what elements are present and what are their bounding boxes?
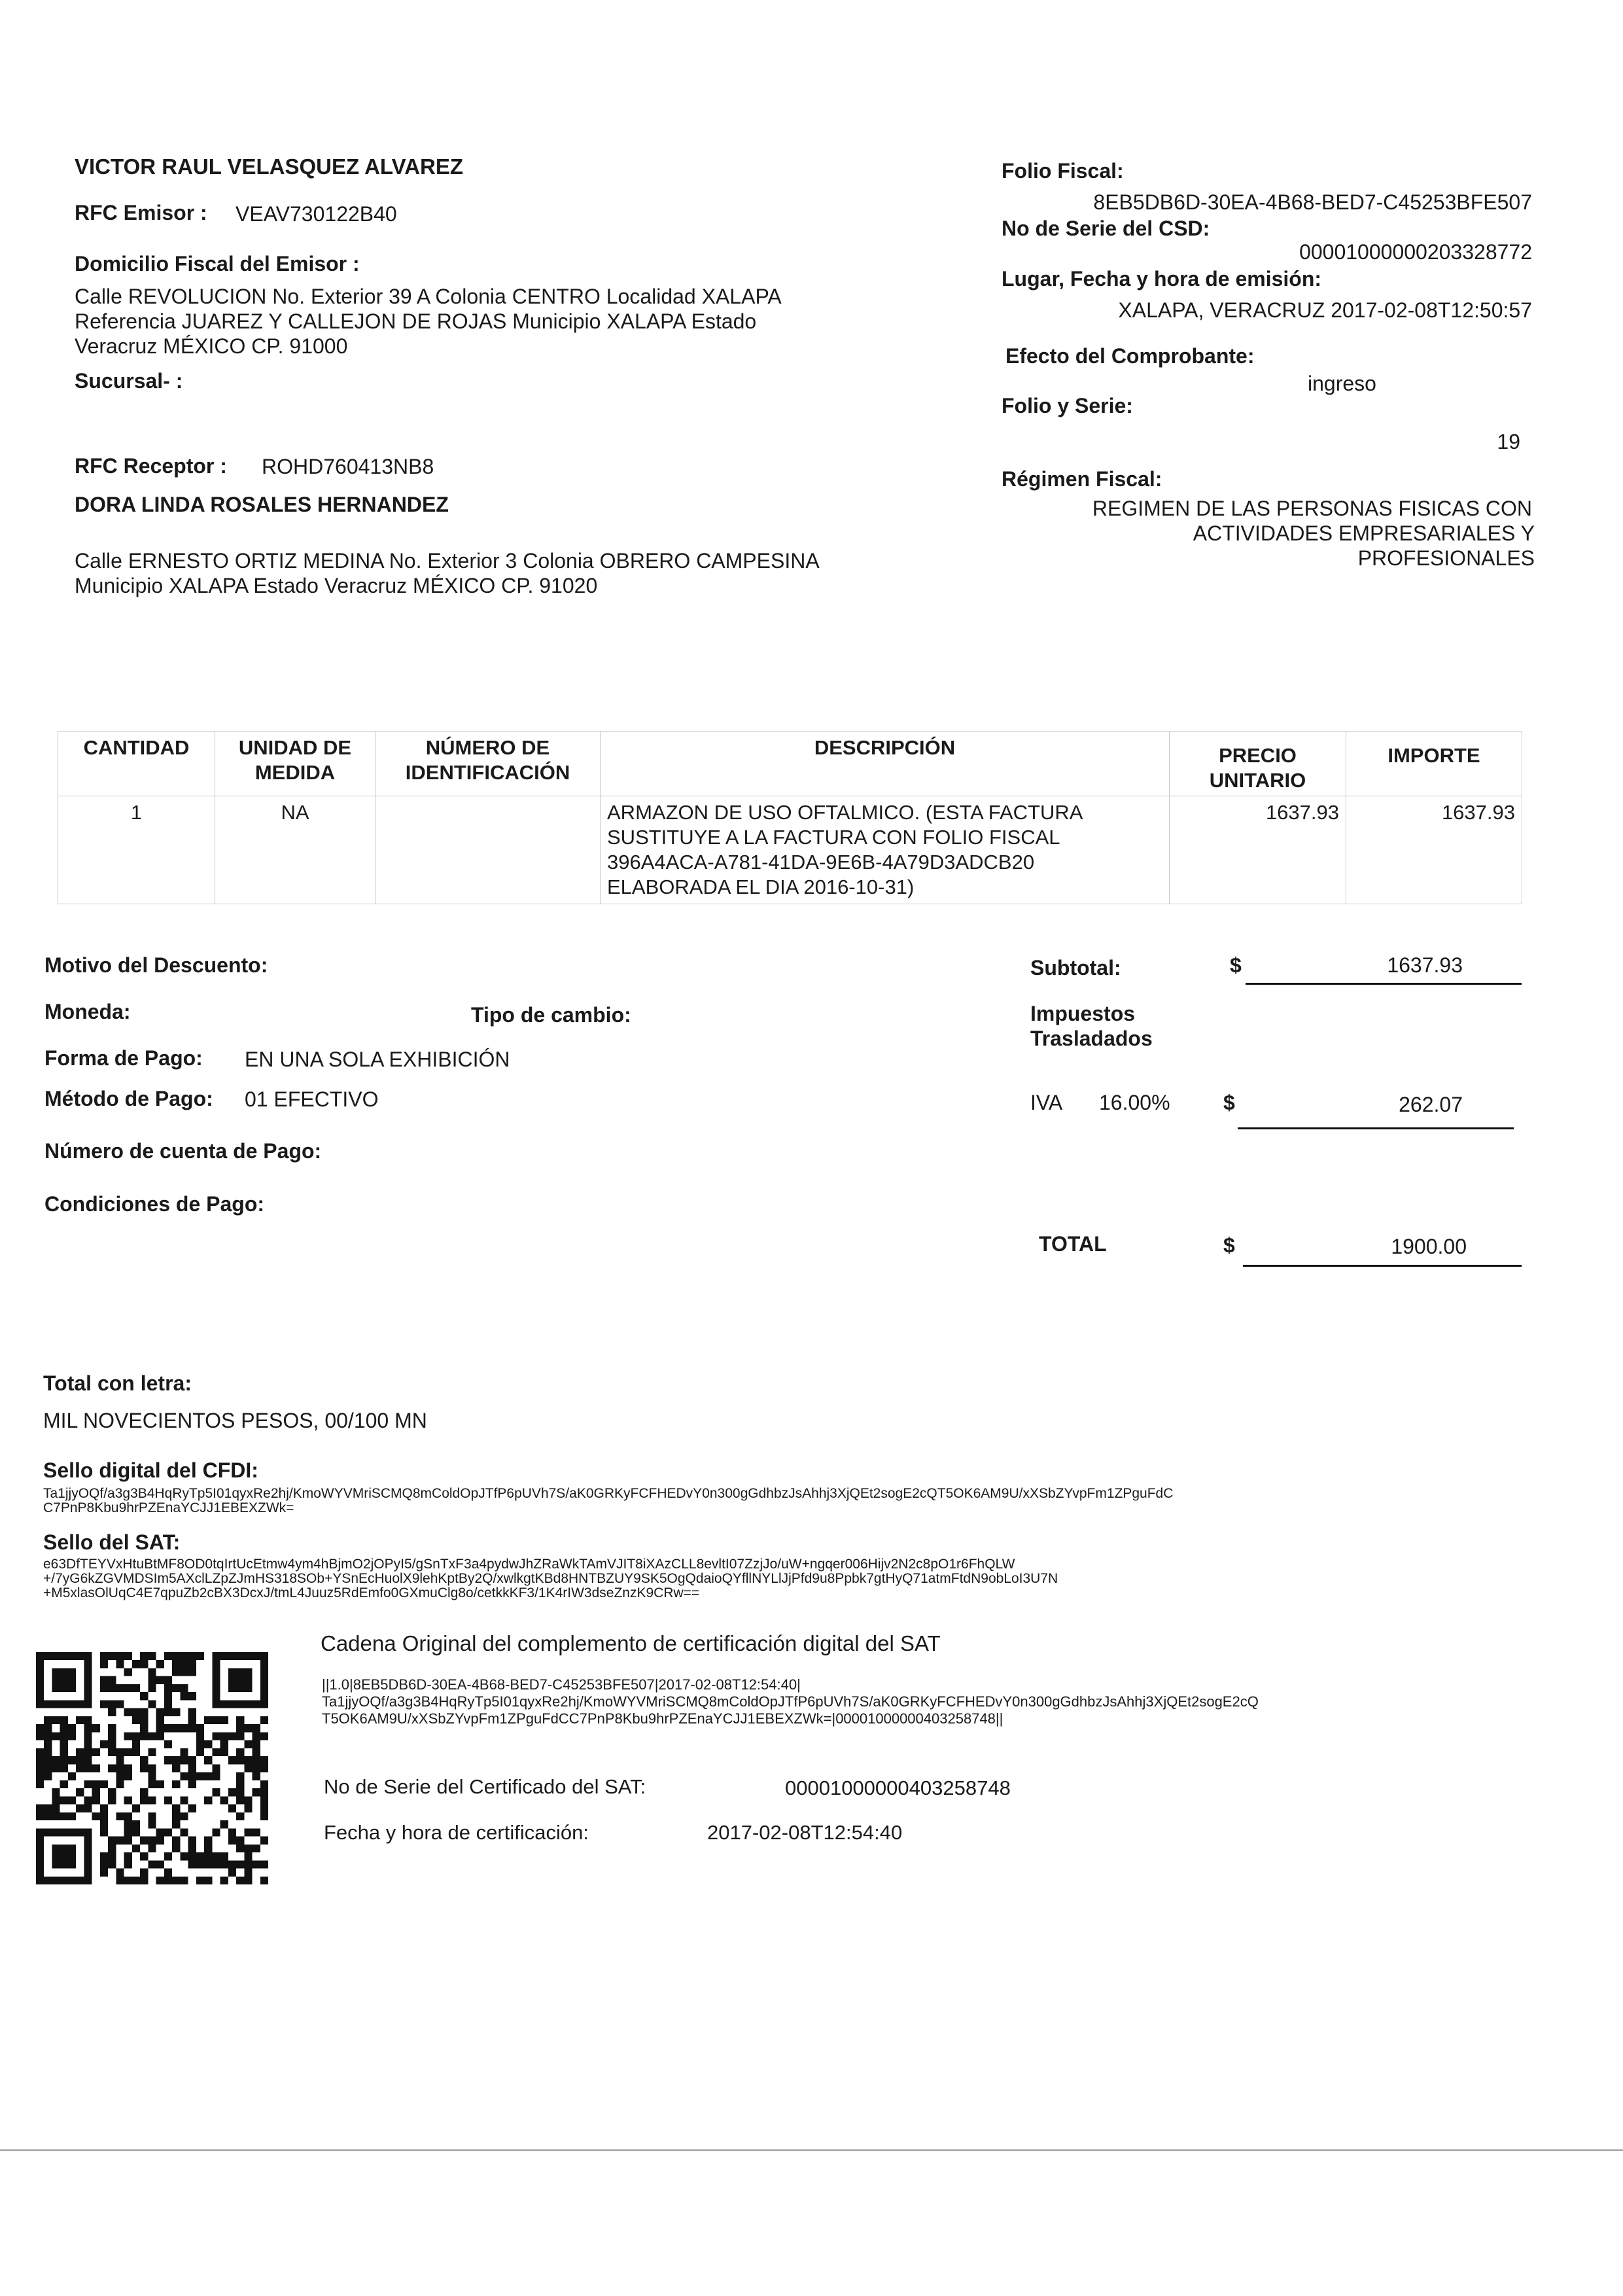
- sello-cfdi-label: Sello digital del CFDI:: [43, 1458, 258, 1482]
- rfc-receptor-value: ROHD760413NB8: [262, 455, 434, 478]
- regimen-fiscal-line2: ACTIVIDADES EMPRESARIALES Y: [1193, 521, 1535, 545]
- header-importe: IMPORTE: [1346, 732, 1522, 796]
- folio-serie-label: Folio y Serie:: [1002, 394, 1133, 417]
- header-descripcion: DESCRIPCIÓN: [601, 732, 1170, 796]
- iva-value: 262.07: [1399, 1093, 1463, 1116]
- total-value: 1900.00: [1391, 1235, 1467, 1258]
- sello-cfdi-line2: C7PnP8Kbu9hrPZEnaYCJJ1EBEXZWk=: [43, 1500, 294, 1515]
- cell-unidad: NA: [215, 796, 375, 904]
- total-currency: $: [1223, 1233, 1235, 1257]
- impuestos-label-line2: Trasladados: [1030, 1027, 1153, 1050]
- rfc-receptor-label: RFC Receptor :: [75, 454, 227, 478]
- table-row: [58, 796, 1522, 904]
- iva-label: IVA: [1030, 1091, 1063, 1114]
- total-underline: [1243, 1265, 1522, 1267]
- forma-pago-value: EN UNA SOLA EXHIBICIÓN: [245, 1048, 510, 1071]
- domicilio-emisor-label: Domicilio Fiscal del Emisor :: [75, 252, 360, 275]
- rfc-emisor-label: RFC Emisor :: [75, 201, 207, 224]
- domicilio-emisor-line3: Veracruz MÉXICO CP. 91000: [75, 334, 348, 358]
- header-numero: NÚMERO DE IDENTIFICACIÓN: [375, 732, 601, 796]
- forma-pago-label: Forma de Pago:: [44, 1046, 203, 1070]
- domicilio-emisor-line1: Calle REVOLUCION No. Exterior 39 A Colonia CENTRO Localidad XALAPA: [75, 285, 782, 308]
- cell-importe: 1637.93: [1346, 796, 1522, 904]
- fecha-cert-value: 2017-02-08T12:54:40: [707, 1821, 903, 1844]
- cadena-original-line1: ||1.0|8EB5DB6D-30EA-4B68-BED7-C45253BFE507|2017-02-08T12:54:40|: [322, 1676, 801, 1693]
- cadena-original-line3: T5OK6AM9U/xXSbZYvpFm1ZPguFdCC7PnP8Kbu9hrPZEnaYCJJ1EBEXZWk=|00001000000403258748||: [322, 1710, 1003, 1727]
- page-edge-line: [0, 2149, 1623, 2151]
- regimen-fiscal-label: Régimen Fiscal:: [1002, 467, 1162, 491]
- serie-csd-label: No de Serie del CSD:: [1002, 217, 1210, 240]
- header-cantidad: CANTIDAD: [58, 732, 215, 796]
- tipo-cambio-label: Tipo de cambio:: [471, 1003, 631, 1027]
- serie-csd-value: 00001000000203328772: [1299, 240, 1532, 264]
- subtotal-currency: $: [1230, 953, 1242, 977]
- header-precio: PRECIO UNITARIO: [1170, 732, 1346, 796]
- fecha-cert-label: Fecha y hora de certificación:: [324, 1821, 589, 1844]
- domicilio-receptor-line2: Municipio XALAPA Estado Veracruz MÉXICO CP. 91020: [75, 574, 598, 597]
- emisor-nombre: VICTOR RAUL VELASQUEZ ALVAREZ: [75, 154, 464, 179]
- moneda-label: Moneda:: [44, 1000, 131, 1023]
- subtotal-label: Subtotal:: [1030, 956, 1121, 980]
- lugar-fecha-value: XALAPA, VERACRUZ 2017-02-08T12:50:57: [1118, 298, 1532, 322]
- sucursal-label: Sucursal- :: [75, 369, 183, 393]
- folio-fiscal-value: 8EB5DB6D-30EA-4B68-BED7-C45253BFE507: [1093, 190, 1532, 214]
- iva-underline: [1238, 1127, 1514, 1129]
- total-letra-value: MIL NOVECIENTOS PESOS, 00/100 MN: [43, 1409, 427, 1432]
- lugar-fecha-label: Lugar, Fecha y hora de emisión:: [1002, 267, 1322, 291]
- cert-sat-label: No de Serie del Certificado del SAT:: [324, 1775, 646, 1798]
- domicilio-receptor-line1: Calle ERNESTO ORTIZ MEDINA No. Exterior 3 Colonia OBRERO CAMPESINA: [75, 549, 820, 573]
- regimen-fiscal-line3: PROFESIONALES: [1357, 546, 1535, 570]
- efecto-comprobante-label: Efecto del Comprobante:: [1005, 344, 1255, 368]
- iva-rate: 16.00%: [1099, 1091, 1170, 1114]
- subtotal-underline: [1246, 983, 1522, 985]
- motivo-descuento-label: Motivo del Descuento:: [44, 953, 268, 977]
- cadena-original-title: Cadena Original del complemento de certificación digital del SAT: [321, 1631, 941, 1655]
- subtotal-value: 1637.93: [1387, 953, 1463, 977]
- iva-currency: $: [1223, 1091, 1235, 1114]
- metodo-pago-value: 01 EFECTIVO: [245, 1087, 379, 1111]
- cuenta-pago-label: Número de cuenta de Pago:: [44, 1139, 322, 1163]
- items-table: [58, 731, 1522, 904]
- qr-code-icon: [36, 1652, 268, 1884]
- sello-sat-line3: +M5xlasOlUqC4E7qpuZb2cBX3DcxJ/tmL4Juuz5RdEmfo0GXmuClg8o/cetkkKF3/1K4rIW3dseZnzK9CRw==: [43, 1585, 700, 1600]
- regimen-fiscal-line1: REGIMEN DE LAS PERSONAS FISICAS CON: [1092, 497, 1532, 520]
- total-label: TOTAL: [1039, 1232, 1107, 1256]
- condiciones-pago-label: Condiciones de Pago:: [44, 1192, 265, 1216]
- rfc-emisor-value: VEAV730122B40: [236, 202, 397, 226]
- domicilio-emisor-line2: Referencia JUAREZ Y CALLEJON DE ROJAS Municipio XALAPA Estado: [75, 309, 757, 333]
- folio-fiscal-label: Folio Fiscal:: [1002, 159, 1124, 183]
- table-header-row: [58, 732, 1522, 796]
- sello-cfdi-line1: Ta1jjyOQf/a3g3B4HqRyTp5I01qyxRe2hj/KmoWYVMriSCMQ8mColdOpJTfP6pUVh7S/aK0GRKyFCFHEDvY0n300gGdhbzJsAhhj3XjQEt2sogE2cQT5OK6AM9U/xXSbZYvpFm1ZPguFdC: [43, 1486, 1174, 1501]
- cell-numero: [375, 796, 601, 904]
- cell-cantidad: 1: [58, 796, 215, 904]
- total-letra-label: Total con letra:: [43, 1371, 192, 1395]
- metodo-pago-label: Método de Pago:: [44, 1087, 213, 1110]
- cell-descripcion: ARMAZON DE USO OFTALMICO. (ESTA FACTURA SUSTITUYE A LA FACTURA CON FOLIO FISCAL 396A4ACA-A781-41DA-9E6B-4A79D3ADCB20 ELABORADA EL DIA 2016-10-31): [601, 796, 1170, 904]
- cell-precio: 1637.93: [1170, 796, 1346, 904]
- cadena-original-line2: Ta1jjyOQf/a3g3B4HqRyTp5I01qyxRe2hj/KmoWYVMriSCMQ8mColdOpJTfP6pUVh7S/aK0GRKyFCFHEDvY0n300gGdhbzJsAhhj3XjQEt2sogE2cQ: [322, 1693, 1259, 1710]
- impuestos-label-line1: Impuestos: [1030, 1002, 1136, 1025]
- folio-serie-value: 19: [1497, 430, 1520, 453]
- sello-sat-line1: e63DfTEYVxHtuBtMF8OD0tqIrtUcEtmw4ym4hBjmO2jOPyI5/gSnTxF3a4pydwJhZRaWkTAmVJIT8iXAzCLL8evltI07ZzjJo/uW+ngqer006Hijv2N2c8pO1r6FhQLW: [43, 1557, 1015, 1572]
- header-unidad: UNIDAD DE MEDIDA: [215, 732, 375, 796]
- efecto-comprobante-value: ingreso: [1308, 372, 1376, 395]
- sello-sat-label: Sello del SAT:: [43, 1530, 181, 1554]
- cert-sat-value: 00001000000403258748: [785, 1776, 1011, 1799]
- receptor-nombre: DORA LINDA ROSALES HERNANDEZ: [75, 493, 449, 516]
- sello-sat-line2: +/7yG6kZGVMDSIm5AXclLZpZJmHS318SOb+YSnEcHuolX9lehKptBy2Q/xwlkgtKBd8HNTBZUY9SK5OgQdaioQYfllNYLlJjPfd9u8Ppbk7gtHyQ71atmFtdN9obLoI3U7N: [43, 1571, 1058, 1586]
